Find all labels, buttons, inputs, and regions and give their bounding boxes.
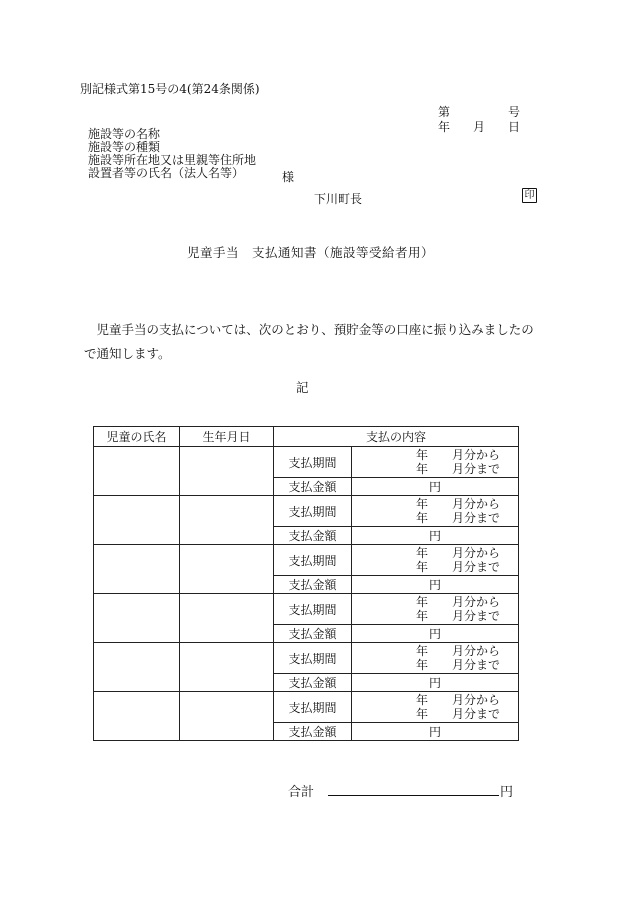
- period-label: 支払期間: [274, 643, 352, 674]
- total-label: 合計: [288, 785, 315, 800]
- table-row: [94, 496, 519, 527]
- from-month: 月分から: [452, 595, 501, 609]
- period-label: 支払期間: [274, 594, 352, 625]
- birthdate-cell: [180, 447, 274, 496]
- payment-table: [93, 426, 519, 741]
- from-year: 年: [416, 497, 429, 511]
- amount-unit: 円: [428, 676, 441, 690]
- table-row: [94, 643, 519, 674]
- to-year: 年: [416, 609, 429, 623]
- amount-unit: 円: [428, 725, 441, 739]
- from-month: 月分から: [452, 448, 501, 462]
- period-label: 支払期間: [274, 545, 352, 576]
- from-year: 年: [416, 546, 429, 560]
- period-label: 支払期間: [274, 496, 352, 527]
- amount-label: 支払金額: [274, 478, 352, 496]
- seal-stamp: 印: [522, 188, 537, 203]
- period-cell: [352, 496, 519, 527]
- amount-unit: 円: [428, 578, 441, 592]
- amount-label: 支払金額: [274, 625, 352, 643]
- amount-cell: [352, 527, 519, 545]
- to-year: 年: [416, 707, 429, 721]
- document-title: 児童手当 支払通知書（施設等受給者用）: [187, 245, 435, 260]
- to-month: 月分まで: [452, 658, 501, 672]
- amount-unit: 円: [428, 480, 441, 494]
- child-name-cell: [94, 447, 180, 496]
- to-month: 月分まで: [452, 707, 501, 721]
- addressee-facility-name: 施設等の名称: [88, 127, 161, 141]
- period-cell: [352, 692, 519, 723]
- from-year: 年: [416, 448, 429, 462]
- amount-cell: [352, 674, 519, 692]
- period-cell: [352, 447, 519, 478]
- date-year: 年: [438, 120, 451, 134]
- to-month: 月分まで: [452, 609, 501, 623]
- table-row: [94, 447, 519, 478]
- child-name-cell: [94, 692, 180, 741]
- from-year: 年: [416, 595, 429, 609]
- from-month: 月分から: [452, 693, 501, 707]
- from-month: 月分から: [452, 497, 501, 511]
- number-prefix: 第: [438, 105, 451, 119]
- amount-cell: [352, 576, 519, 594]
- header-payment-content: 支払の内容: [274, 427, 519, 447]
- form-reference: 別記様式第15号の4(第24条関係): [80, 82, 260, 96]
- honorific: 様: [282, 170, 295, 184]
- birthdate-cell: [180, 692, 274, 741]
- header-child-name: 児童の氏名: [94, 427, 180, 447]
- amount-label: 支払金額: [274, 576, 352, 594]
- child-name-cell: [94, 545, 180, 594]
- birthdate-cell: [180, 496, 274, 545]
- table-row: [94, 692, 519, 723]
- table-row: [94, 545, 519, 576]
- total-underline: [328, 795, 499, 796]
- from-month: 月分から: [452, 644, 501, 658]
- amount-cell: [352, 478, 519, 496]
- amount-unit: 円: [428, 627, 441, 641]
- from-year: 年: [416, 644, 429, 658]
- birthdate-cell: [180, 643, 274, 692]
- to-year: 年: [416, 658, 429, 672]
- sender-title: 下川町長: [314, 192, 363, 206]
- birthdate-cell: [180, 594, 274, 643]
- addressee-address: 施設等所在地又は里親等住所地: [88, 153, 257, 167]
- birthdate-cell: [180, 545, 274, 594]
- child-name-cell: [94, 594, 180, 643]
- amount-label: 支払金額: [274, 527, 352, 545]
- amount-cell: [352, 625, 519, 643]
- addressee-founder-name: 設置者等の氏名（法人名等）: [88, 166, 245, 180]
- table-header-row: [94, 427, 519, 447]
- date-month: 月: [472, 120, 485, 134]
- period-cell: [352, 594, 519, 625]
- document-date: [438, 118, 520, 135]
- table-row: [94, 594, 519, 625]
- to-month: 月分まで: [452, 462, 501, 476]
- header-birthdate: 生年月日: [180, 427, 274, 447]
- amount-cell: [352, 723, 519, 741]
- to-year: 年: [416, 511, 429, 525]
- to-month: 月分まで: [452, 511, 501, 525]
- amount-label: 支払金額: [274, 723, 352, 741]
- child-name-cell: [94, 643, 180, 692]
- child-name-cell: [94, 496, 180, 545]
- date-day: 日: [507, 120, 520, 134]
- to-year: 年: [416, 462, 429, 476]
- period-label: 支払期間: [274, 692, 352, 723]
- from-month: 月分から: [452, 546, 501, 560]
- notice-body: 児童手当の支払については、次のとおり、預貯金等の口座に振り込みましたので通知します。: [84, 322, 534, 361]
- total-unit: 円: [500, 785, 514, 800]
- amount-label: 支払金額: [274, 674, 352, 692]
- period-cell: [352, 643, 519, 674]
- from-year: 年: [416, 693, 429, 707]
- number-suffix: 号: [507, 105, 520, 119]
- to-month: 月分まで: [452, 560, 501, 574]
- to-year: 年: [416, 560, 429, 574]
- amount-unit: 円: [428, 529, 441, 543]
- addressee-facility-type: 施設等の種類: [88, 140, 161, 154]
- period-cell: [352, 545, 519, 576]
- ki-marker: 記: [296, 380, 309, 395]
- period-label: 支払期間: [274, 447, 352, 478]
